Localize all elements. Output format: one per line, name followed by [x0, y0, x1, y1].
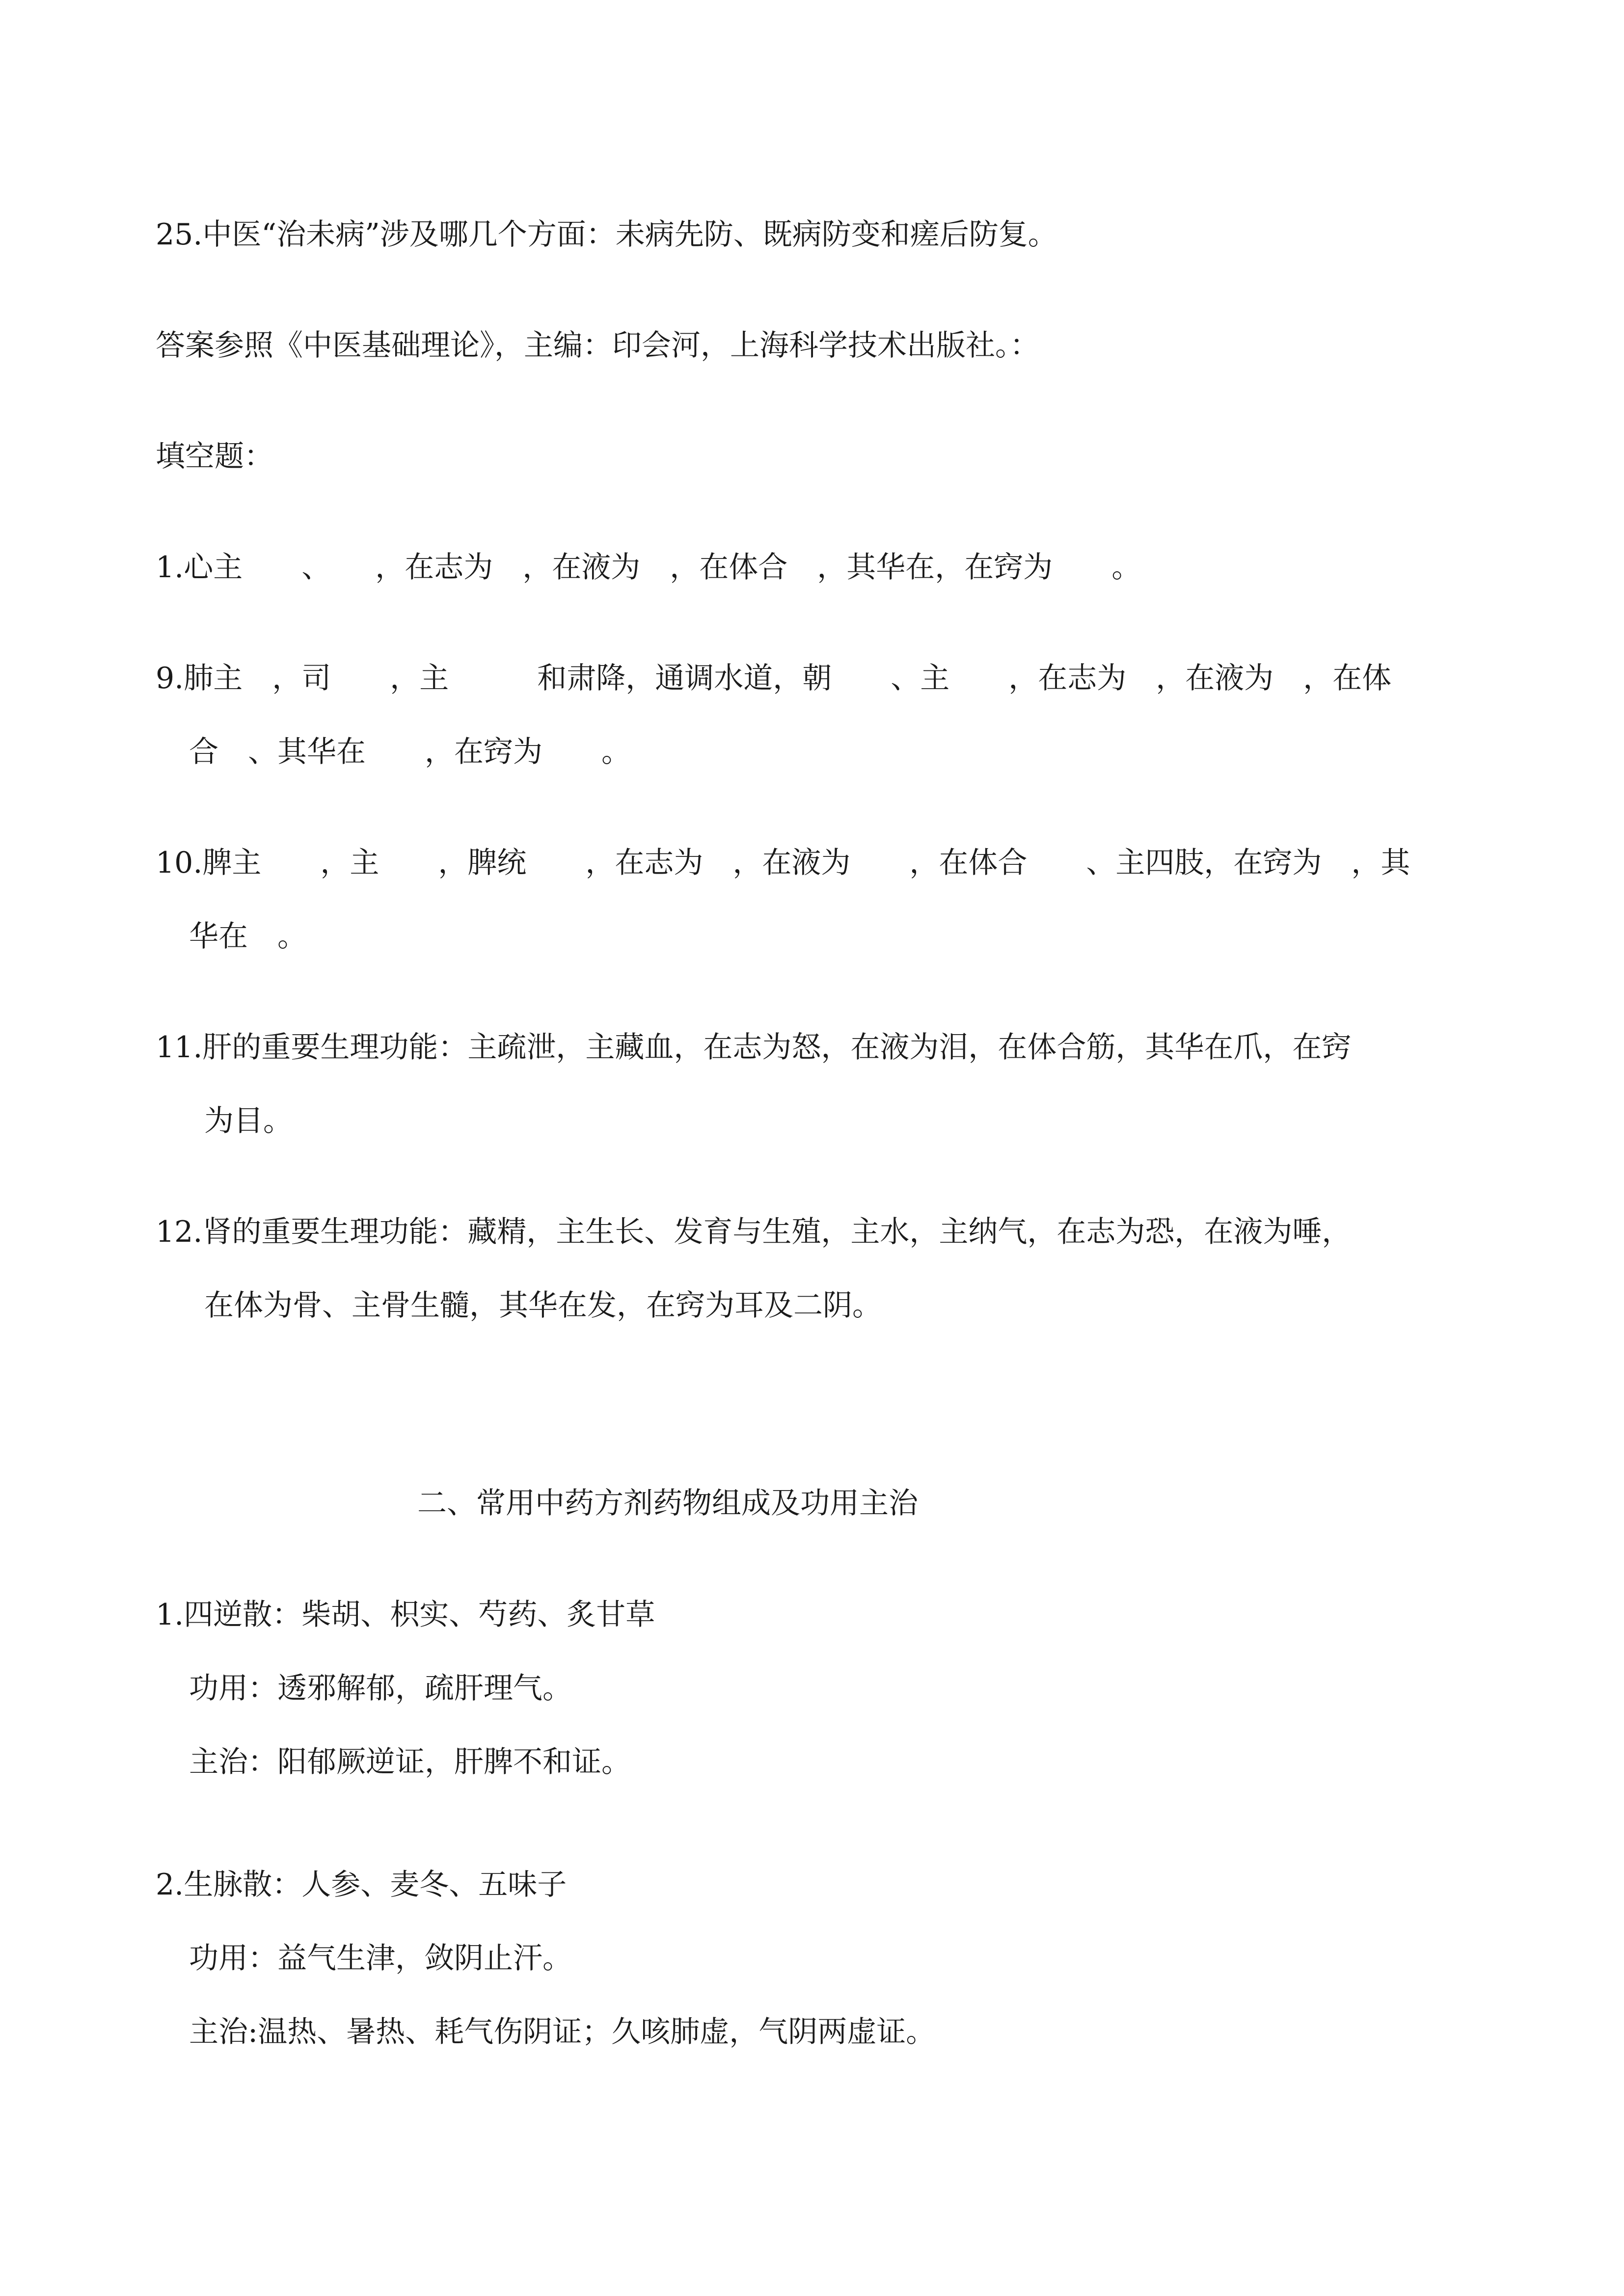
formula-2-title: 2.生脉散：人参、麦冬、五味子: [156, 1868, 567, 1902]
formula-1-function: 功用：透邪解郁，疏肝理气。: [189, 1671, 572, 1706]
formula-2-function: 功用：益气生津，敛阴止汗。: [189, 1941, 572, 1976]
question-25: 25.中医“治未病”涉及哪几个方面：未病先防、既病防变和瘥后防复。: [156, 217, 1057, 252]
blank-item-9-line-2: 合 、其华在 ，在窍为 。: [189, 735, 631, 769]
blank-item-1: 1.心主 、 ，在志为 ，在液为 ，在体合 ，其华在，在窍为 。: [156, 550, 1141, 585]
answer-reference: 答案参照《中医基础理论》，主编：印会河，上海科学技术出版社。：: [156, 328, 1039, 363]
section-heading: 二、常用中药方剂药物组成及功用主治: [417, 1486, 918, 1521]
blank-item-10-line-1: 10.脾主 ，主 ，脾统 ，在志为 ，在液为 ，在体合 、主四肢，在窍为 ，其: [156, 846, 1410, 880]
fill-blank-heading: 填空题：: [156, 439, 273, 474]
blank-item-9-line-1: 9.肺主 ，司 ，主 和肃降，通调水道，朝 、主 ，在志为 ，在液为 ，在体: [156, 661, 1392, 695]
blank-item-11-line-2: 为目。: [204, 1104, 293, 1138]
blank-item-10-line-2: 华在 。: [189, 919, 307, 954]
blank-item-12-line-1: 12.肾的重要生理功能：藏精，主生长、发育与生殖，主水，主纳气，在志为恐，在液为唾，: [156, 1215, 1352, 1249]
formula-2-indication: 主治:温热、暑热、耗气伤阴证；久咳肺虚，气阴两虚证。: [189, 2015, 936, 2049]
formula-1-title: 1.四逆散：柴胡、枳实、芍药、炙甘草: [156, 1598, 655, 1632]
formula-1-indication: 主治：阳郁厥逆证，肝脾不和证。: [189, 1745, 631, 1779]
blank-item-12-line-2: 在体为骨、主骨生髓，其华在发，在窍为耳及二阴。: [204, 1288, 882, 1323]
blank-item-11-line-1: 11.肝的重要生理功能：主疏泄，主藏血，在志为怒，在液为泪，在体合筋，其华在爪，在窍: [156, 1030, 1352, 1065]
